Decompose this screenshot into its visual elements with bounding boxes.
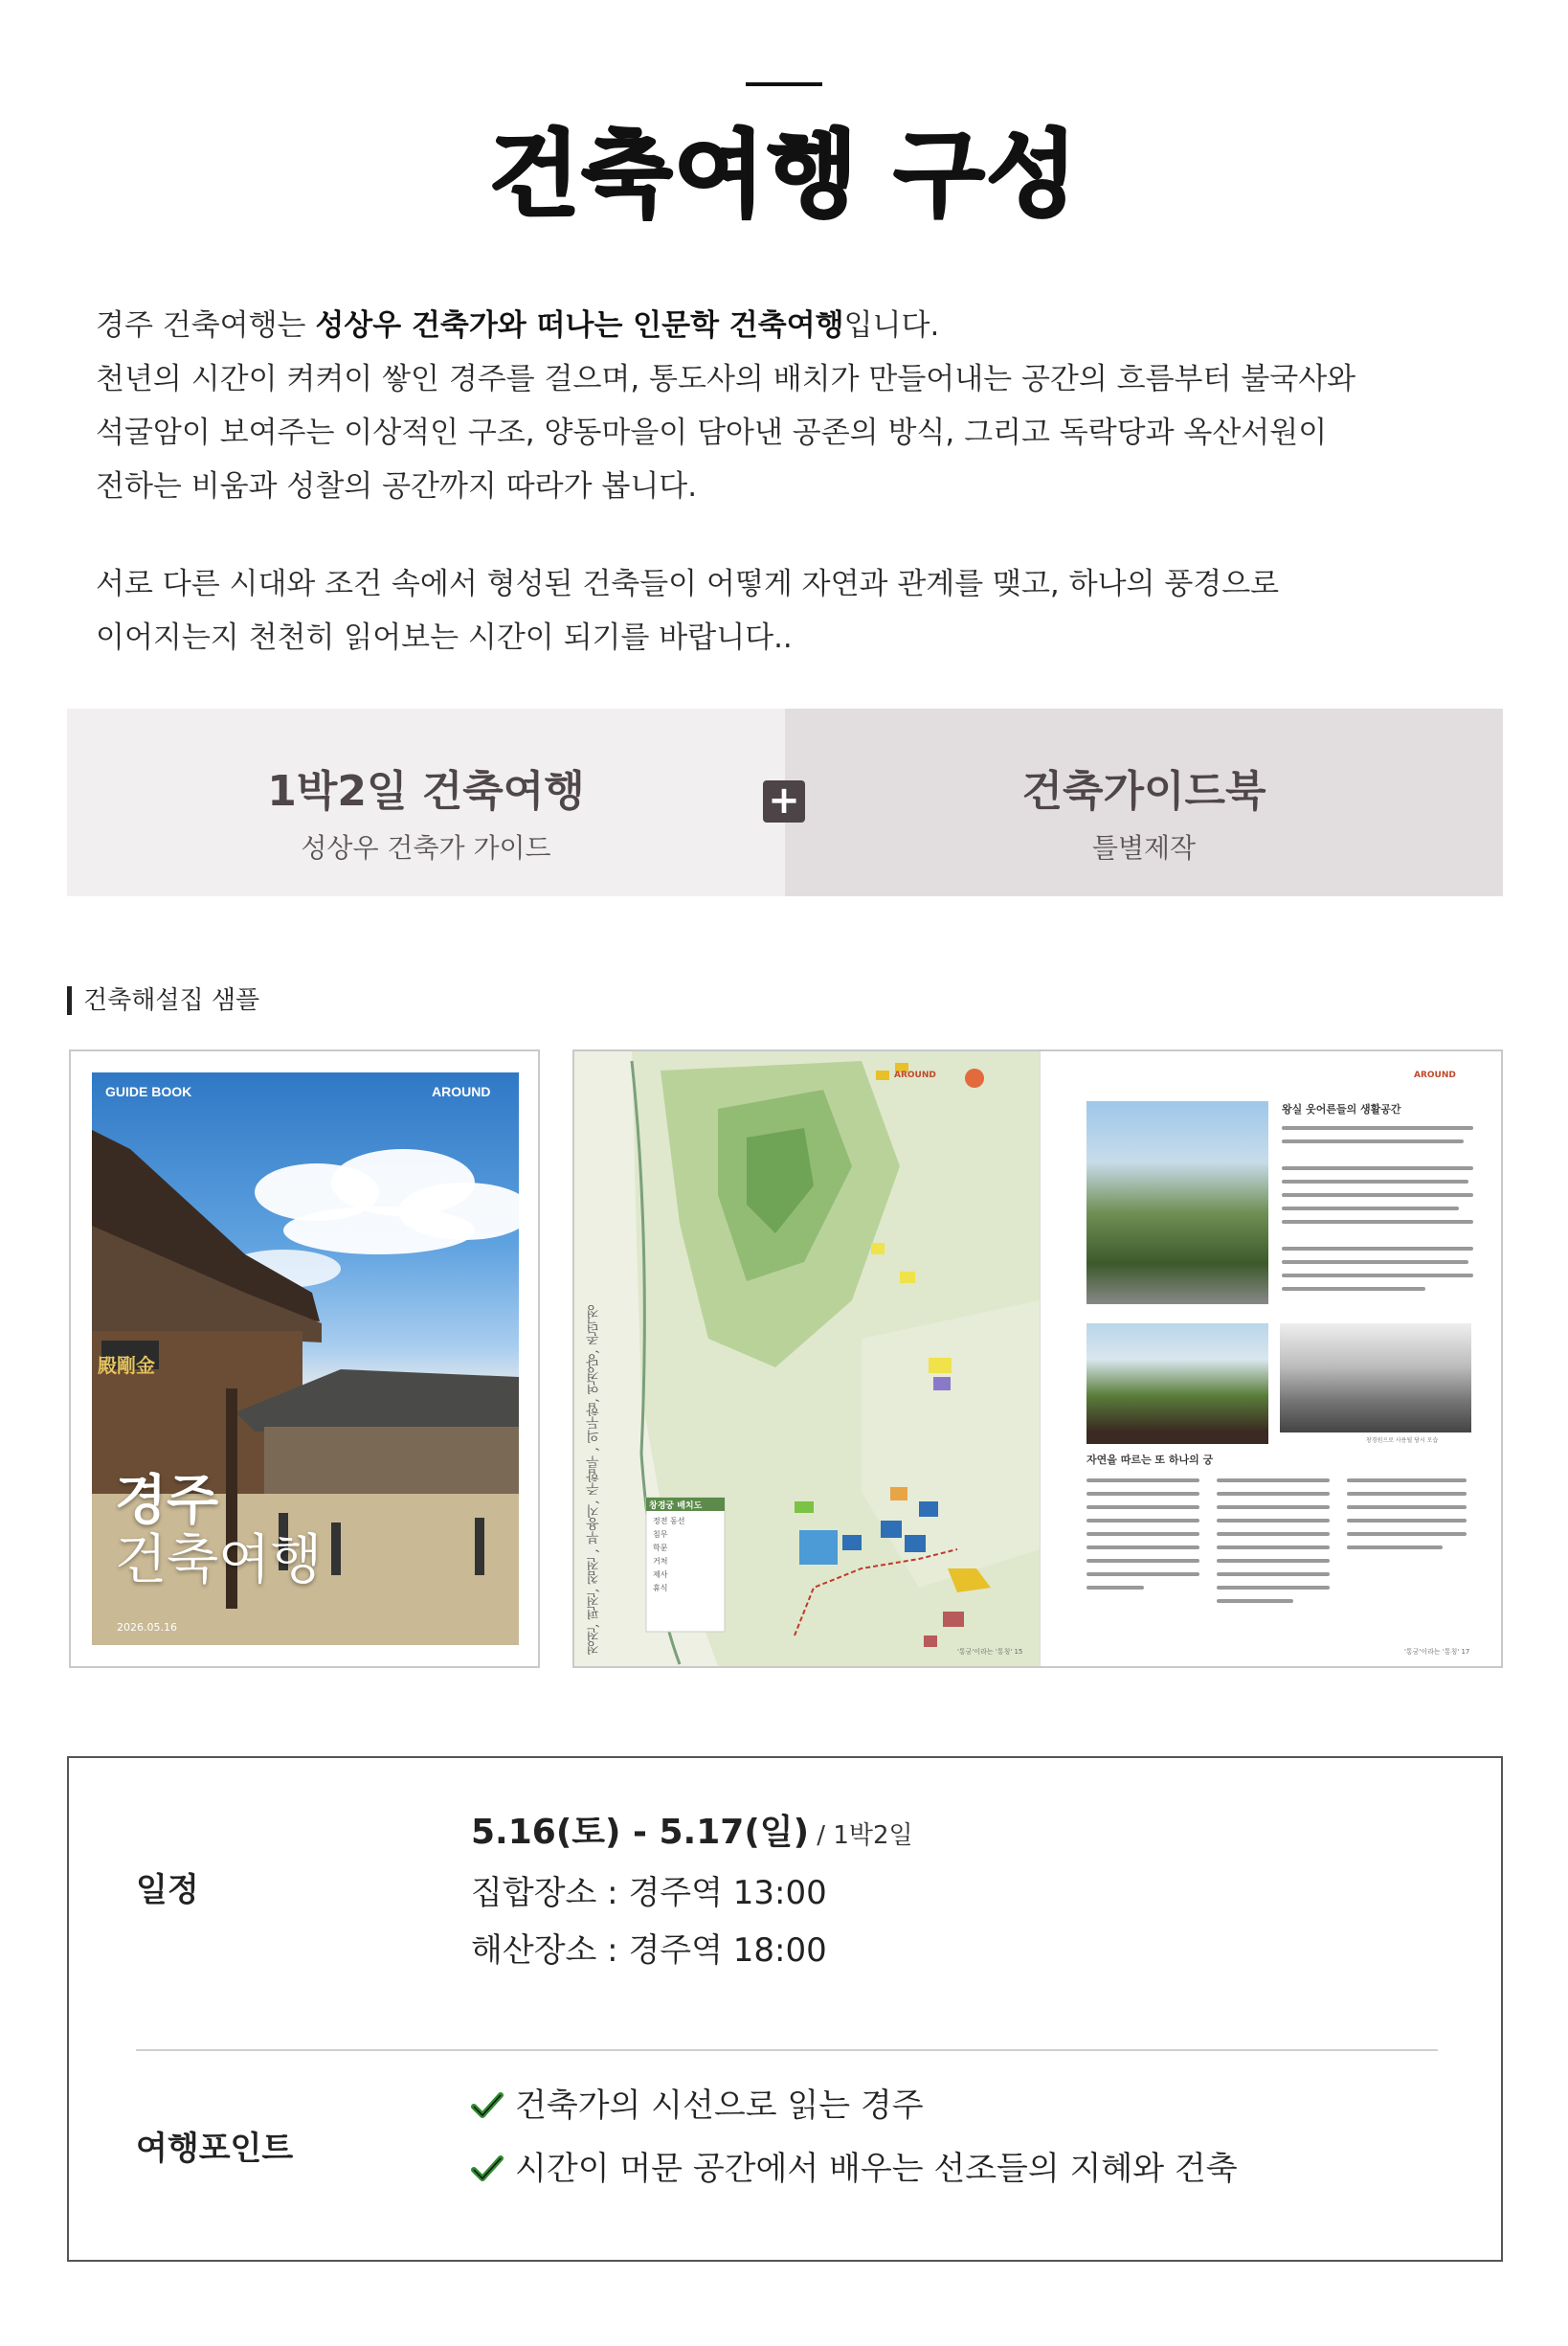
offer-guidebook-sub: 틀별제작 xyxy=(1091,832,1197,864)
points-list xyxy=(471,2074,1238,2200)
offer-guidebook xyxy=(785,709,1503,896)
intro-p1-pre: 경주 건축여행는 xyxy=(96,308,316,343)
offer-guidebook-title: 건축가이드북 xyxy=(1021,767,1266,816)
legend-item: 침무 xyxy=(653,1530,668,1539)
legend-list xyxy=(653,1515,722,1595)
legend-item: 휴식 xyxy=(653,1584,668,1592)
legend-item: 제사 xyxy=(653,1570,668,1579)
check-icon xyxy=(471,2091,504,2120)
point-text: 시간이 머문 공간에서 배우는 선조들의 지혜와 건축 xyxy=(515,2150,1238,2188)
guidebook-cover-sample xyxy=(69,1049,540,1668)
section2-title: 자연을 따르는 또 하나의 궁 xyxy=(1086,1454,1214,1466)
intro-p1-post: 입니다. xyxy=(843,308,940,343)
text-page-brand: AROUND xyxy=(1414,1071,1456,1080)
meeting-place: 집합장소 : 경주역 13:00 xyxy=(471,1874,827,1912)
legend-title: 창경궁 배치도 xyxy=(649,1501,703,1511)
intro-p2-line1: 서로 다른 시대와 조건 속에서 형성된 건축들이 어떻게 자연과 관계를 맺고, 하나의 풍경으로 xyxy=(96,567,1280,601)
cover-brand: AROUND xyxy=(432,1084,491,1099)
palace-photo-2 xyxy=(1086,1323,1268,1444)
cover-guide-label: GUIDE BOOK xyxy=(105,1084,192,1099)
photo-caption: 창경원으로 사용될 당시 모습 xyxy=(1366,1437,1439,1444)
offer-trip-sub: 성상우 건축가 가이드 xyxy=(301,832,551,864)
schedule-duration: / 1박2일 xyxy=(809,1821,913,1850)
cover-signboard: 殿剛金 xyxy=(98,1354,155,1377)
offer-banner xyxy=(67,709,1503,896)
point-item xyxy=(471,2137,1238,2200)
offer-trip-title: 1박2일 건축여행 xyxy=(267,767,585,816)
intro-p1-bold: 성상우 건축가와 떠나는 인문학 건축여행 xyxy=(315,308,844,343)
sample-label: 건축해설집 샘플 xyxy=(67,986,259,1015)
right-folio: '통궁'이라는 '통칭' 17 xyxy=(1404,1648,1470,1656)
map-brand: AROUND xyxy=(894,1071,936,1080)
title-rule xyxy=(746,82,822,86)
trip-info-box xyxy=(67,1756,1503,2262)
cover-date: 2026.05.16 xyxy=(117,1621,177,1634)
dismissal-place: 해산장소 : 경주역 18:00 xyxy=(471,1931,827,1970)
legend-item: 거처 xyxy=(653,1557,668,1566)
point-item xyxy=(471,2074,1238,2137)
plus-icon: + xyxy=(763,780,805,823)
intro-p1-line2: 천년의 시간이 켜켜이 쌓인 경주를 걸으며, 통도사의 배치가 만들어내는 공간의 흐름부터 불국사와 xyxy=(96,362,1356,396)
historic-photo xyxy=(1280,1323,1471,1432)
schedule-details xyxy=(471,1804,913,1979)
cover-image xyxy=(92,1072,519,1645)
left-folio: '통궁'이라는 '통칭' 15 xyxy=(957,1648,1023,1656)
intro-p2-line2: 이어지는지 천천히 읽어보는 시간이 되기를 바랍니다.. xyxy=(96,620,793,655)
check-icon xyxy=(471,2154,504,2183)
map-page xyxy=(574,1051,1040,1666)
intro-p1-line3: 석굴암이 보여주는 이상적인 구조, 양동마을이 담아낸 공존의 방식, 그리고 독락당과 옥산서원이 xyxy=(96,416,1328,450)
cover-subtitle: 건축여행 xyxy=(115,1529,323,1591)
section1-title: 왕실 웃어른들의 생활공간 xyxy=(1282,1103,1401,1116)
intro-text xyxy=(96,299,1493,665)
intro-p1-line4: 전하는 비움과 성찰의 공간까지 따라가 봅니다. xyxy=(96,469,698,504)
schedule-label: 일정 xyxy=(136,1871,199,1909)
page-title: 건축여행 구성 xyxy=(488,121,1080,230)
schedule-dates: 5.16(토) - 5.17(일) xyxy=(471,1813,810,1852)
legend-item: 정전 동선 xyxy=(653,1517,685,1525)
text-page xyxy=(1040,1051,1502,1666)
cover-title: 경주 xyxy=(115,1470,219,1532)
info-divider xyxy=(136,2049,1438,2051)
offer-trip xyxy=(67,709,785,896)
points-label: 여행포인트 xyxy=(136,2130,294,2168)
point-text: 건축가의 시선으로 읽는 경주 xyxy=(515,2087,924,2125)
guidebook-spread-sample xyxy=(572,1049,1503,1668)
legend-item: 학문 xyxy=(653,1544,668,1552)
map-handwriting: 정전, 편전, 침전 , 부용지, 주합루 , 의두합, 연경당, 존덕정 xyxy=(586,1304,601,1655)
site-map xyxy=(574,1051,1040,1666)
palace-photo-1 xyxy=(1086,1101,1268,1304)
